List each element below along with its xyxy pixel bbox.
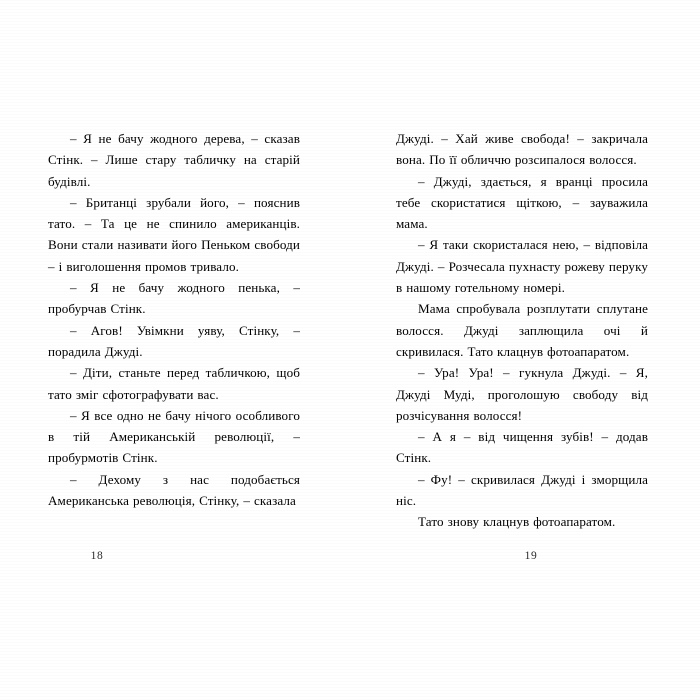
paragraph: – Британці зрубали його, – пояснив тато. – Та це не спинило американців. Вони стали називати його Пеньком свободи – і виголошення промов тривало. bbox=[48, 194, 300, 274]
paragraph: – Дехому з нас подобається Американська революція, Стінку, – сказала bbox=[48, 471, 300, 509]
page-number-left: 18 bbox=[90, 550, 104, 562]
paragraph: – А я – від чищення зубів! – додав Стінк. bbox=[396, 429, 648, 466]
page-number-right: 19 bbox=[524, 550, 538, 562]
paragraph: Джуді. – Хай живе свобода! – закричала вона. По її обличчю розсипалося волосся. bbox=[396, 131, 648, 168]
paragraph: – Я все одно не бачу нічого особливого в тій Американській революції, – пробурмотів Стінк. bbox=[48, 407, 300, 466]
paragraph: – Я не бачу жодного дерева, – сказав Стінк. – Лише стару табличку на старій будівлі. bbox=[48, 131, 300, 189]
page-text-right bbox=[396, 128, 648, 533]
book-page-right bbox=[350, 0, 700, 700]
paragraph: – Я таки скористалася нею, – відповіла Джуді. – Розчесала пухнасту рожеву перуку в нашому готельному номері. bbox=[396, 237, 648, 296]
paragraph: – Я не бачу жодного пенька, – пробурчав Стінк. bbox=[48, 280, 300, 317]
paragraph: – Фу! – скривилася Джуді і зморщила ніс. bbox=[396, 471, 648, 509]
paragraph: – Ура! Ура! – гукнула Джуді. – Я, Джуді Муді, проголошую свободу від розчісування волосся! bbox=[396, 365, 648, 423]
paragraph: – Агов! Увімкни уяву, Стінку, – порадила Джуді. bbox=[48, 322, 300, 359]
paragraph: Тато знову клацнув фотоапаратом. bbox=[418, 514, 616, 530]
paragraph: – Джуді, здається, я вранці просила тебе скористатися щіткою, – зауважила мама. bbox=[396, 173, 648, 232]
page-text-left bbox=[48, 128, 300, 511]
paragraph: Мама спробувала розплутати сплутане волосся. Джуді заплющила очі й скривилася. Тато клацнув фотоапаратом. bbox=[396, 301, 648, 359]
paragraph: – Діти, станьте перед табличкою, щоб тато зміг сфотографувати вас. bbox=[48, 365, 300, 402]
